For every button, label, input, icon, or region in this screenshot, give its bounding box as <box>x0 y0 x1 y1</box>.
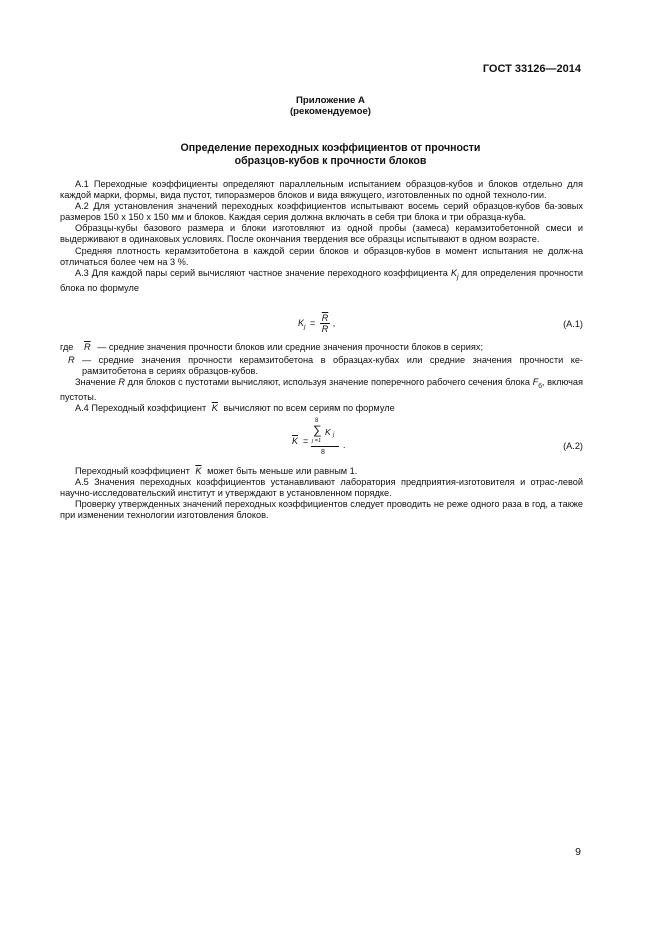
void-F: F <box>532 377 539 388</box>
rbar-symbol: $\overline{R}$ <box>83 342 91 352</box>
r-symbol: R <box>68 355 75 365</box>
paragraph-a1: А.1 Переходные коэффициенты определяют параллельным испытанием образцов-кубов и блоков отдельно для каждой марки, формы, вида пустот, типоразмеров блоков и вида вяжущего, изготовленных по одной техноло-гии. <box>60 179 583 201</box>
paragraph-k-note <box>60 466 583 477</box>
formula2-sum-var: K <box>325 427 331 437</box>
k-note-pre: Переходный коэффициент <box>75 466 190 476</box>
formula1-tail: , <box>332 317 336 328</box>
body-block-3 <box>60 466 583 521</box>
formula2-sum-var-sub: j <box>333 432 335 438</box>
void-F-sub: б <box>538 383 542 391</box>
formula2-sum-sign: ∑ <box>313 423 322 437</box>
void-post: , включая пустоты. <box>60 377 584 403</box>
void-mid: для блоков с пустотами вычисляют, используя значение поперечного рабочего сечения блока <box>127 377 530 388</box>
paragraph-a4 <box>60 403 583 414</box>
formula-a1 <box>60 313 583 339</box>
k-note-var: $\overline{K}$ <box>195 466 202 476</box>
paragraph-a3 <box>60 268 583 294</box>
page-number: 9 <box>575 846 581 858</box>
formula2-eq: = <box>303 436 309 446</box>
section-title-line1: Определение переходных коэффициентов от прочности <box>180 142 481 154</box>
annex-status: (рекомендуемое) <box>289 106 371 117</box>
document-number: ГОСТ 33126—2014 <box>482 63 581 75</box>
formula1-denominator: R <box>321 324 329 334</box>
formula2-denominator: 8 <box>321 449 325 456</box>
a3-var-sub: j <box>457 273 459 281</box>
paragraph-void <box>60 377 583 403</box>
formula2-fraction-bar <box>311 446 339 447</box>
section-title-line2: образцов-кубов к прочности блоков <box>234 155 427 167</box>
where-label: где <box>60 342 74 352</box>
a3-var: K <box>450 267 457 278</box>
k-note-post: может быть меньше или равным 1. <box>207 466 358 476</box>
body-block-1 <box>60 179 583 294</box>
a3-text-post: для определения прочности блока по формуле <box>60 267 583 293</box>
formula2-sum-bottom: j =1 <box>312 438 322 444</box>
definitions <box>60 342 583 414</box>
formula-a2 <box>60 418 583 464</box>
formula1-lhs: K <box>298 317 305 328</box>
paragraph-a2: А.2 Для установления значений переходных коэффициентов испытывают восемь серий образцов-кубов ба-зовых размеров 150 х 150 х 150 мм и блоков. Каждая серия должна включать в себя три блока и три образца-куба. <box>60 201 583 223</box>
formula2-lhs: $\overline{K}$ <box>292 436 299 446</box>
r-description: — средние значения прочности керамзитобетона в образцах-кубах или средние значения прочности ке-рамзитобетона в сериях образцов-кубов. <box>82 355 583 377</box>
definition-rbar <box>60 342 583 353</box>
formula1-fraction <box>320 313 331 334</box>
paragraph-a5: А.5 Значения переходных коэффициентов устанавливают лаборатория предприятия-изготовителя и отрас-левой научно-исследовательский институт и утверждают в установленном порядке. <box>60 477 583 499</box>
void-var: R <box>118 377 126 388</box>
a4-var: $\overline{K}$ <box>211 403 218 414</box>
a3-text-pre: А.3 Для каждой пары серий вычисляют частное значение переходного коэффициента <box>75 267 448 278</box>
formula1-numerator: $\overline{R}$ <box>321 313 329 323</box>
definition-r <box>60 355 583 377</box>
a4-pre: А.4 Переходный коэффициент <box>75 403 207 414</box>
void-pre: Значение <box>75 377 116 388</box>
formula1-lhs-sub: j <box>304 323 306 331</box>
formula1-number: (А.1) <box>563 319 583 329</box>
paragraph-a2b: Образцы-кубы базового размера и блоки изготовляют из одной пробы (замеса) керамзитобетонной смеси и выдерживают в одинаковых условиях. После окончания твердения все образцы испытывают в одном возрасте. <box>60 223 583 245</box>
rbar-description: — средние значения прочности блоков или средние значения прочности блоков в сериях; <box>97 342 484 352</box>
formula1-eq: = <box>309 317 316 328</box>
paragraph-a5b: Проверку утвержденных значений переходных коэффициентов следует проводить не реже одного раза в год, а также при изменении технологии изготовления блоков. <box>60 499 583 521</box>
a4-post: вычисляют по всем сериям по формуле <box>223 403 395 414</box>
annex-title: Приложение А <box>296 95 365 106</box>
formula2-number: (А.2) <box>563 441 583 451</box>
formula2-tail: . <box>343 440 346 450</box>
formula2-sum-top: 8 <box>315 418 319 424</box>
paragraph-a2c: Средняя плотность керамзитобетона в каждой серии блоков и образцов-кубов в момент испытания не долж-на отличаться более чем на 3 %. <box>60 245 583 267</box>
